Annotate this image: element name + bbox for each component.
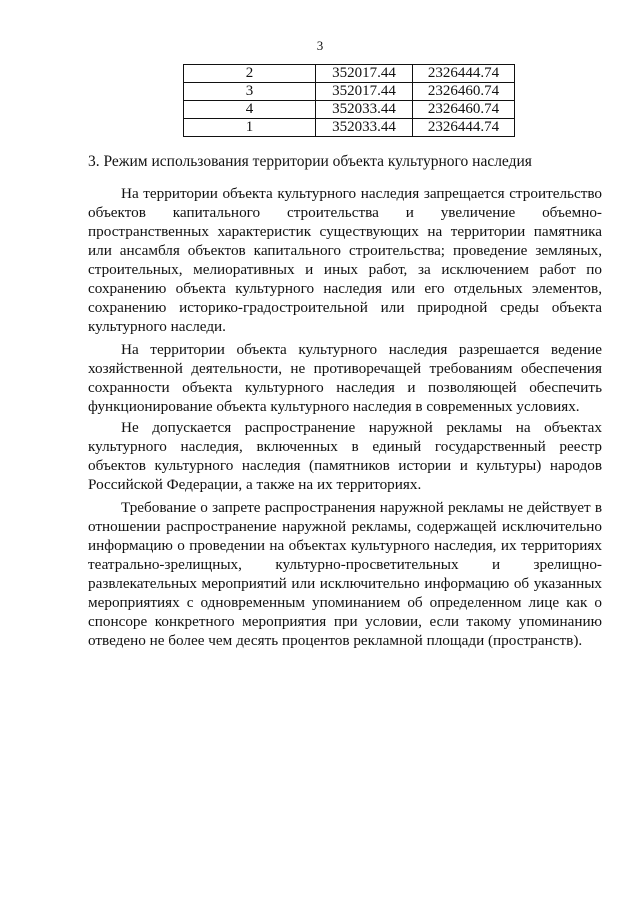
paragraph-construction-prohibition: На территории объекта культурного наследия запрещается строительство объектов капитального строительства и увеличение объемно-пространственных характеристик существующих на территории памятника или ансамбля объектов капитального строительства; проведение земляных, строительных, мелиоративных и иных работ, за исключением работ по сохранению объекта культурного наследия или его отдельных элементов, сохранению историко-градостроительной или природной среды объекта культурного наследи.: [88, 185, 602, 335]
point-number-cell: 1: [184, 119, 316, 137]
paragraph-permitted-activity: На территории объекта культурного наследия разрешается ведение хозяйственной деятельности, не противоречащей требованиям обеспечения сохранности объекта культурного наследия и позволяющей обеспечить функционирование объекта культурного наследия в современных условиях.: [88, 341, 602, 415]
y-coordinate-cell: 2326444.74: [413, 119, 515, 137]
point-number-cell: 4: [184, 101, 316, 119]
x-coordinate-cell: 352033.44: [316, 119, 413, 137]
y-coordinate-cell: 2326460.74: [413, 101, 515, 119]
y-coordinate-cell: 2326444.74: [413, 65, 515, 83]
y-coordinate-cell: 2326460.74: [413, 83, 515, 101]
paragraph-advertising-exception: Требование о запрете распространения наружной рекламы не действует в отношении распространение наружной рекламы, содержащей исключительно информацию о проведении на объектах культурного наследия, их территориях театрально-зрелищных, культурно-просветительных и зрелищно-развлекательных мероприятий или исключительно информацию об указанных мероприятиях с одновременным упоминанием об определенном лице как о спонсоре конкретного мероприятия при условии, если такому упоминанию отведено не более чем десять процентов рекламной площади (пространств).: [88, 499, 602, 649]
table-row: [184, 101, 515, 119]
section-heading: 3. Режим использования территории объекта культурного наследия: [88, 153, 532, 170]
paragraph-advertising-prohibition: Не допускается распространение наружной рекламы на объектах культурного наследия, включенных в единый государственный реестр объектов культурного наследия (памятников истории и культуры) народов Российской Федерации, а также на их территориях.: [88, 419, 602, 493]
coordinates-table: [183, 64, 515, 137]
table-row: [184, 65, 515, 83]
point-number-cell: 3: [184, 83, 316, 101]
table-row: [184, 119, 515, 137]
x-coordinate-cell: 352017.44: [316, 65, 413, 83]
page-number: 3: [316, 38, 324, 53]
section-body: [88, 184, 602, 654]
x-coordinate-cell: 352017.44: [316, 83, 413, 101]
x-coordinate-cell: 352033.44: [316, 101, 413, 119]
point-number-cell: 2: [184, 65, 316, 83]
table-row: [184, 83, 515, 101]
